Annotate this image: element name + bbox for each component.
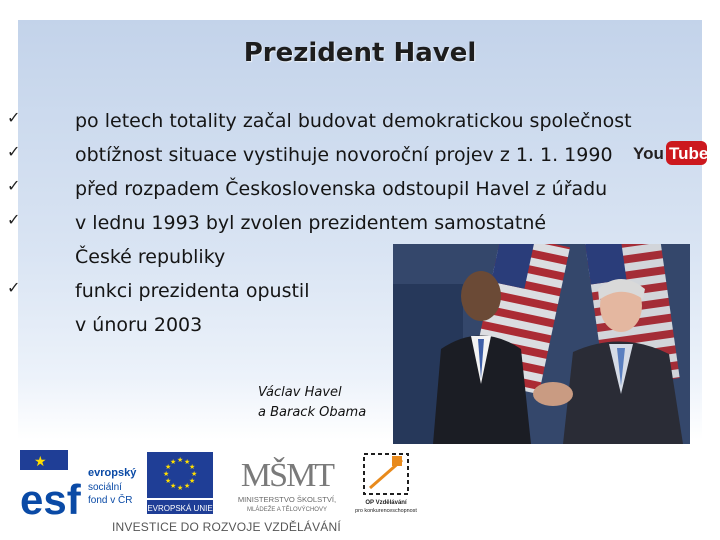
youtube-you-text: You bbox=[633, 144, 664, 163]
slide-title: Prezident Havel bbox=[243, 38, 477, 68]
checkmark-icon: ✓ bbox=[7, 210, 21, 229]
svg-text:★: ★ bbox=[163, 470, 170, 478]
bullet-text: v lednu 1993 byl zvolen prezidentem samostatné bbox=[75, 212, 547, 234]
msmt-logo bbox=[222, 448, 352, 516]
svg-text:★: ★ bbox=[165, 463, 172, 471]
checkmark-icon: ✓ bbox=[7, 108, 21, 127]
esf-letters: esf bbox=[20, 476, 81, 520]
svg-text:★: ★ bbox=[170, 482, 177, 490]
msmt-line2: MLÁDEŽE A TĚLOVÝCHOVY bbox=[247, 507, 327, 513]
funding-logos-bar bbox=[0, 444, 720, 540]
op-vk-logo bbox=[348, 450, 430, 516]
caption-line: Václav Havel bbox=[258, 385, 342, 400]
checkmark-icon: ✓ bbox=[7, 176, 21, 195]
svg-text:★: ★ bbox=[184, 482, 191, 490]
bullet-text: obtížnost situace vystihuje novoroční projev z 1. 1. 1990 bbox=[75, 144, 613, 166]
star-icon: ★ bbox=[34, 454, 47, 470]
caption-line: a Barack Obama bbox=[258, 405, 367, 420]
op-line1: OP Vzdělávání bbox=[365, 500, 407, 506]
checkmark-icon: ✓ bbox=[7, 142, 21, 161]
msmt-line1: MINISTERSTVO ŠKOLSTVÍ, bbox=[237, 495, 337, 504]
svg-text:★: ★ bbox=[177, 456, 184, 464]
bullet-text: funkci prezidenta opustil bbox=[75, 280, 310, 302]
op-square bbox=[392, 456, 402, 466]
esf-line2: sociální bbox=[88, 482, 122, 493]
svg-text:★: ★ bbox=[189, 477, 196, 485]
svg-text:★: ★ bbox=[189, 463, 196, 471]
svg-text:★: ★ bbox=[177, 484, 184, 492]
bullet-text: po letech totality začal budovat demokratickou společnost bbox=[75, 110, 632, 132]
svg-text:★: ★ bbox=[191, 470, 198, 478]
esf-name: evropský bbox=[88, 467, 137, 479]
esf-logo bbox=[20, 450, 140, 520]
checkmark-icon: ✓ bbox=[7, 278, 21, 297]
eu-logo bbox=[145, 450, 217, 516]
eu-label: EVROPSKÁ UNIE bbox=[147, 504, 213, 513]
msmt-letters: MŠMT bbox=[240, 457, 334, 494]
bullet-text-continuation: v únoru 2003 bbox=[75, 314, 203, 336]
investment-slogan: INVESTICE DO ROZVOJE VZDĚLÁVÁNÍ bbox=[112, 520, 341, 534]
photo-illustration bbox=[393, 244, 690, 444]
youtube-link-icon[interactable] bbox=[632, 140, 708, 166]
photo-caption bbox=[258, 383, 366, 423]
esf-line3: fond v ČR bbox=[88, 495, 133, 506]
youtube-tube-text: Tube bbox=[669, 144, 708, 163]
op-line2: pro konkurenceschopnost bbox=[355, 508, 417, 514]
havel-obama-photo bbox=[393, 244, 690, 444]
svg-text:★: ★ bbox=[170, 458, 177, 466]
bullet-text-continuation: České republiky bbox=[75, 246, 226, 268]
svg-text:★: ★ bbox=[184, 458, 191, 466]
svg-text:★: ★ bbox=[165, 477, 172, 485]
bullet-text: před rozpadem Československa odstoupil Havel z úřadu bbox=[75, 178, 608, 200]
